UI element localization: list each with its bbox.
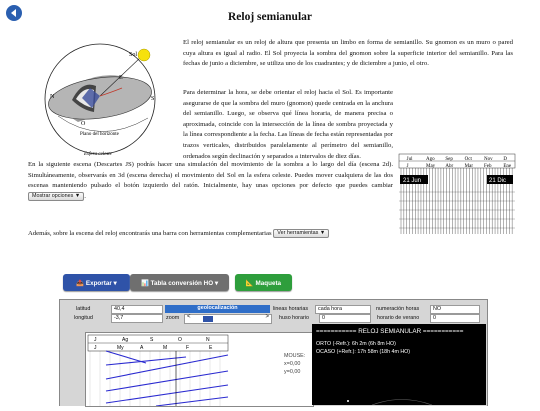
mouse-label: MOUSE: xyxy=(284,353,306,359)
calendar-month-bottom: May xyxy=(426,164,436,169)
scene-month-bottom: F xyxy=(186,345,190,351)
export-button[interactable]: 📤 Exportar ▾ xyxy=(63,274,130,291)
label-o: O xyxy=(81,121,86,127)
calendar-month-top: Sep xyxy=(445,157,453,162)
sun-icon xyxy=(138,49,150,61)
intro-paragraph-4-text: Además, sobre la escena del reloj encontrarás una barra con herramientas complementarias xyxy=(28,230,272,238)
scene-month-top: N xyxy=(206,337,210,343)
numeracion-select[interactable]: NO xyxy=(430,305,480,314)
intro-paragraph-1: El reloj semianular es un reloj de altura que presenta un limbo en forma de semianillo. Su gnomon es un muro o pared cuya altura es igual al radio. El Sol proyecta la sombra del gnomon sobre la superficie interior del semianillo. Para las fechas de junio a diciembre, se utiliza uno de los cuadrantes; y de diciembre a junio, el otro. xyxy=(183,39,513,68)
calendar-month-bottom: Mar xyxy=(464,164,474,169)
panel-title: =========== RELOJ SEMIANULAR =========== xyxy=(316,328,464,335)
verano-label: horario de verano xyxy=(377,315,420,321)
calendar-month-top: Ago xyxy=(426,157,435,162)
label-horizon: Plano del horizonte xyxy=(80,132,119,137)
dial-2d-scene[interactable] xyxy=(85,332,314,407)
scene-month-bottom: M xyxy=(163,345,168,351)
label-e: E xyxy=(119,75,123,81)
sphere-3d-scene[interactable] xyxy=(312,324,486,405)
show-tools-button[interactable]: Ver herramientas ▼ xyxy=(273,229,329,238)
latitud-input[interactable]: 40,4 xyxy=(111,305,163,314)
hour-line xyxy=(106,357,186,365)
scene-month-bottom: J xyxy=(94,345,97,351)
verano-select[interactable]: 0 xyxy=(430,314,480,323)
ocaso-readout: OCASO (+Refr.): 17h 58m (18h 4m HO) xyxy=(316,349,411,355)
scene-month-bottom: A xyxy=(140,345,144,351)
latitud-label: latitud xyxy=(76,306,91,312)
label-s: S xyxy=(151,96,155,102)
show-options-button[interactable]: Mostrar opciones ▼ xyxy=(28,192,84,201)
label-21-dic: 21 Dic xyxy=(489,178,507,184)
huso-input[interactable]: 0 xyxy=(319,314,371,323)
longitud-label: longitud xyxy=(74,315,93,321)
scene-month-bottom: E xyxy=(209,345,213,351)
conversion-table-button[interactable]: 📊 Tabla conversión HO ▾ xyxy=(130,274,229,291)
calendar-month-top: Oct xyxy=(464,157,472,162)
longitud-input[interactable]: -3,7 xyxy=(111,314,163,323)
sphere-3d-canvas xyxy=(312,324,486,405)
scene-month-top: S xyxy=(150,337,154,343)
label-sphere: Esfera celeste xyxy=(84,152,112,157)
numeracion-label: numeración horas xyxy=(376,306,420,312)
calendar-month-bottom: Ene xyxy=(503,164,512,169)
calendar-month-top: D xyxy=(503,157,507,162)
calendar-month-bottom: Abr xyxy=(445,164,454,169)
dial-2d-canvas[interactable] xyxy=(86,333,313,406)
intro-paragraph-2: Para determinar la hora, se debe orientar el reloj hacia el Sol. Es importante asegurarse de que la sombra del muro (gnomon) quede centrada en la anchura del semianillo. Luego, se observa qué línea horaria, de manera precisa o aproximada, coincide con la intersección de la línea de sombra proyectada y la línea correspondiente a la fecha. Las líneas de fecha están representadas por trazos verticales, distribuidos paralelamente al perímetro del semianillo, ordenados según declinación y separados a intervalos de diez días. xyxy=(183,89,393,160)
mouse-x: x=0,00 xyxy=(284,361,301,367)
zoom-label: zoom xyxy=(166,315,180,321)
zoom-slider[interactable] xyxy=(184,314,272,324)
scene-month-top: O xyxy=(178,337,182,343)
intro-paragraph-3: En la siguiente escena (Descartes JS) podrás hacer una simulación del movimiento de la sombra a lo largo del día (escena 2d). Simultáneamente, observarás en 3d (escena derecha) el movimiento del Sol en la esfera celeste. Puedes mover cualquiera de las dos escenas manteniendo pulsado el botón izquierdo del ratón. Inicialmente, hay unas opciones por defecto que puedes cambiar Mostrar opciones ▼ . xyxy=(28,161,393,200)
calendar-month-bottom: Feb xyxy=(484,164,492,169)
calendar-month-bottom: J xyxy=(406,164,409,169)
mouse-y: y=0,00 xyxy=(284,369,301,375)
label-sol: Sol xyxy=(129,52,138,58)
model-button[interactable]: 📐 Maqueta xyxy=(235,274,292,291)
zoom-thumb[interactable] xyxy=(203,316,213,322)
scene-month-top: J xyxy=(94,337,97,343)
lineas-label: lineas horarias xyxy=(273,306,309,312)
scene-month-bottom: My xyxy=(117,345,124,351)
celestial-sphere-figure xyxy=(38,36,178,162)
zoom-right-icon[interactable]: > xyxy=(265,314,269,320)
calendar-month-top: Nov xyxy=(484,157,493,162)
orto-readout: ORTO (-Refr.): 6h 2m (6h 8m HO) xyxy=(316,341,396,347)
geolocation-button[interactable]: geolocalización xyxy=(165,305,270,313)
scene-month-top: Ag xyxy=(122,337,129,343)
date-lines-illustration xyxy=(397,152,517,236)
label-n: N xyxy=(50,94,55,100)
page-title: Reloj semianular xyxy=(227,11,312,23)
huso-label: huso horario xyxy=(279,315,309,321)
calendar-month-top: Jul xyxy=(406,157,413,162)
label-21-jun: 21 Jun xyxy=(403,178,422,184)
lineas-select[interactable]: cada hora xyxy=(315,305,371,314)
intro-paragraph-3-text: En la siguiente escena (Descartes JS) podrás hacer una simulación del movimiento de la sombra a lo largo del día (escena 2d). Simultáneamente, observarás en 3d (escena derecha) el movimiento del Sol en la esfera celeste. Puedes mover cualquiera de las dos escenas manteniendo pulsado el botón izquierdo del ratón. Inicialmente, hay unas opciones por defecto que puedes cambiar xyxy=(28,161,393,190)
zoom-left-icon[interactable]: < xyxy=(187,314,191,320)
